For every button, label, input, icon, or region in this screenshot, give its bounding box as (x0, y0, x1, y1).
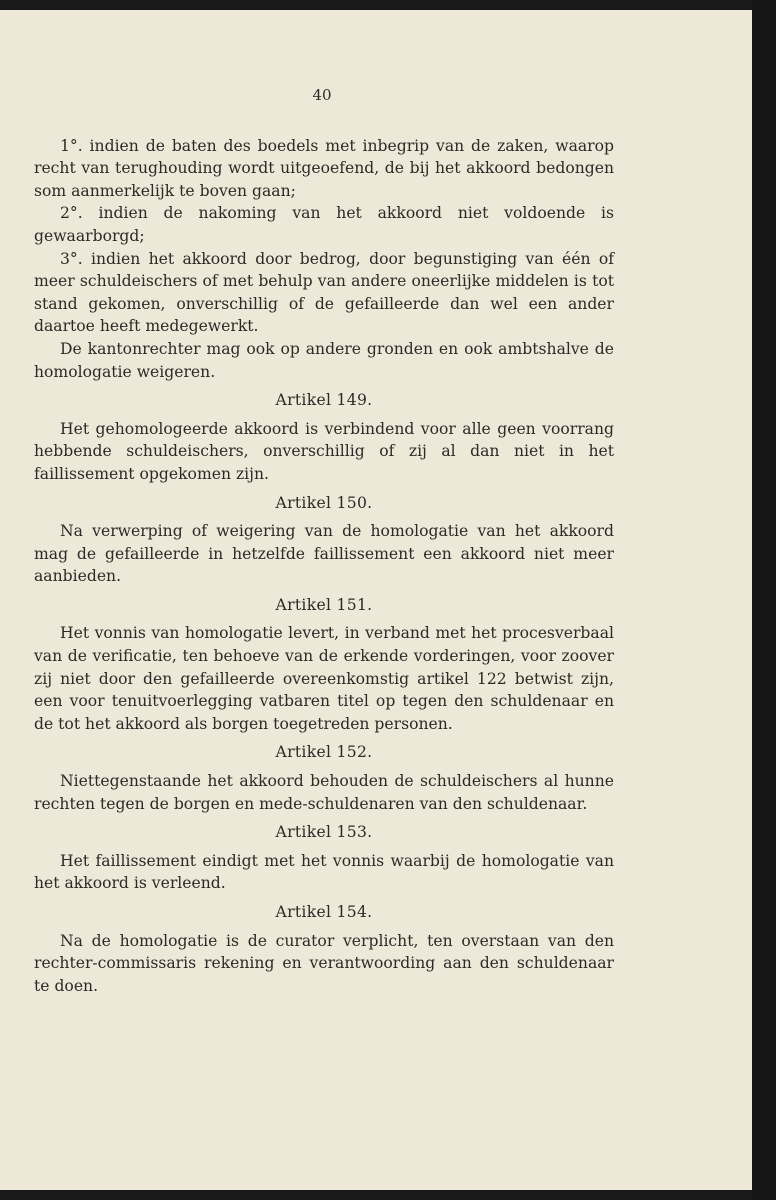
document-page (0, 10, 752, 1190)
article-154-text: Na de homologatie is de curator verplicht, ten overstaan van den rechter-commissaris rekening en verantwoording aan den schuldenaar te doen. (34, 931, 614, 995)
article-heading-150: Artikel 150. (275, 493, 373, 512)
article-153-text: Het faillissement eindigt met het vonnis waarbij de homologatie van het akkoord is verleend. (34, 851, 614, 893)
article-149-text: Het gehomologeerde akkoord is verbindend voor alle geen voorrang hebbende schuldeischers, onverschillig of zij al dan niet in het faillissement opgekomen zijn. (34, 419, 614, 483)
paragraph-2: 2°. indien de nakoming van het akkoord niet voldoende is gewaarborgd; (34, 204, 614, 245)
article-heading-152: Artikel 152. (275, 743, 373, 762)
scan-edge (752, 0, 776, 1200)
paragraph-1: 1°. indien de baten des boedels met inbegrip van de zaken, waarop recht van terughouding wordt uitgeoefend, de bij het akkoord bedongen som aanmerkelijk te boven gaan; (34, 136, 614, 200)
paragraph-3: 3°. indien het akkoord door bedrog, door begunstiging van één of meer schuldeischers of met behulp van andere oneerlijke middelen is tot stand gekomen, onverschillig of de gefailleerde dan wel een ander daartoe heeft medegewerkt. (34, 249, 614, 336)
article-heading-149: Artikel 149. (275, 391, 373, 410)
paragraph-4: De kantonrechter mag ook op andere gronden en ook ambtshalve de homologatie weigeren. (34, 339, 614, 381)
article-151-text: Het vonnis van homologatie levert, in verband met het procesverbaal van de verificatie, ten behoeve van de erkende vorderingen, voor zoover zij niet door den gefailleerde overeenkomstig artikel 122 betwist zijn, een voor tenuitvoerlegging vatbaren titel op tegen den schuldenaar en de tot het akkoord als borgen toegetreden personen. (34, 624, 614, 733)
page-content (34, 84, 614, 997)
page-number: 40 (312, 86, 332, 104)
article-150-text: Na verwerping of weigering van de homologatie van het akkoord mag de gefailleerde in hetzelfde faillissement een akkoord niet meer aanbieden. (34, 522, 614, 586)
article-heading-153: Artikel 153. (275, 823, 373, 842)
article-152-text: Niettegenstaande het akkoord behouden de schuldeischers al hunne rechten tegen de borgen en mede-schuldenaren van den schuldenaar. (34, 772, 614, 813)
article-heading-151: Artikel 151. (275, 595, 373, 614)
article-heading-154: Artikel 154. (275, 903, 373, 921)
